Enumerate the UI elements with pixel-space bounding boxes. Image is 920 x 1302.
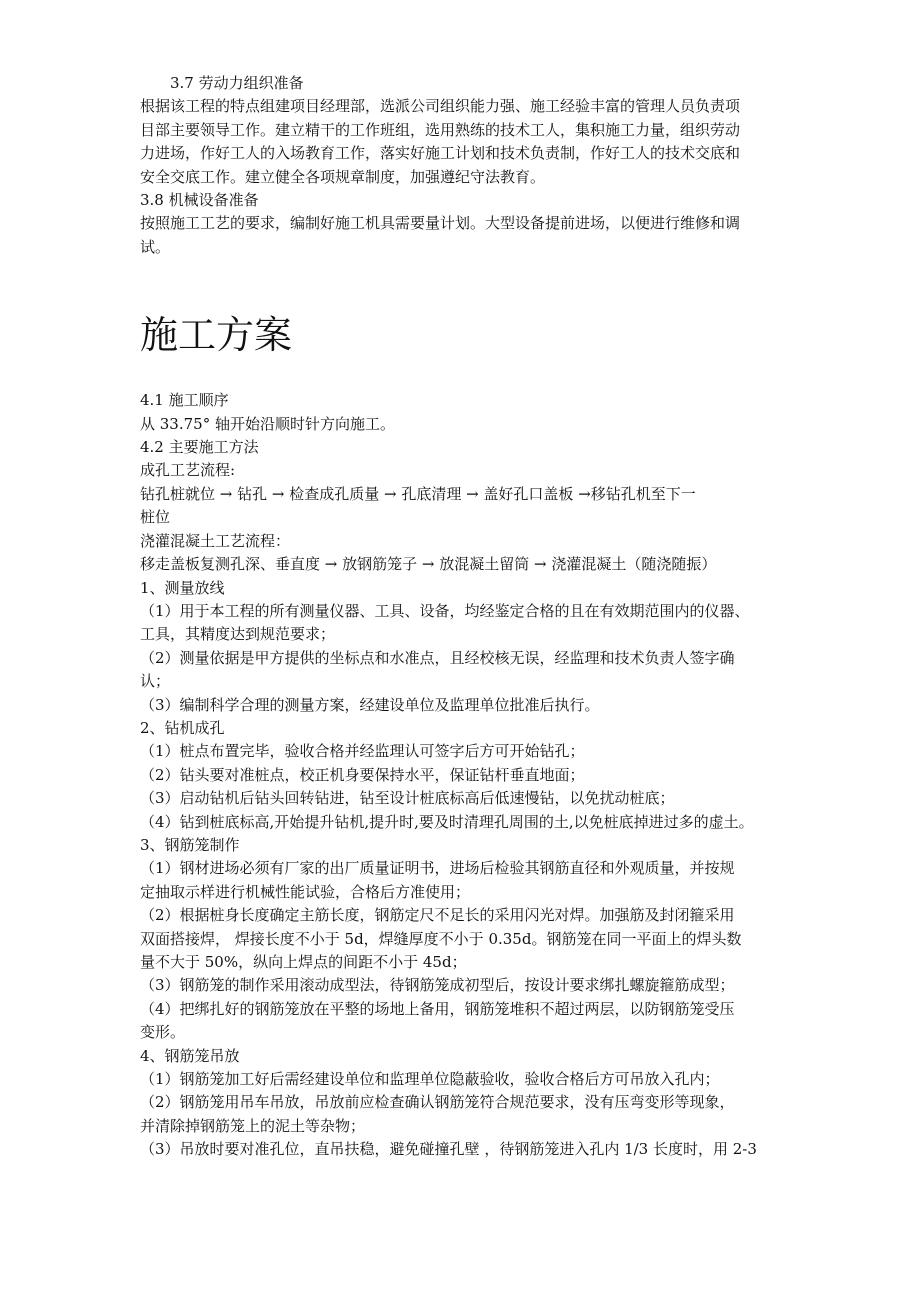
body-line: （2）测量依据是甲方提供的坐标点和水准点，且经校核无误，经监理和技术负责人签字确 <box>140 648 735 667</box>
body-line: （1）钢筋笼加工好后需经建设单位和监理单位隐蔽验收，验收合格后方可吊放入孔内； <box>140 1070 720 1089</box>
body-line: 4.2 主要施工方法 <box>140 438 259 457</box>
body-line: 从 33.75° 轴开始沿顺时针方向施工。 <box>140 414 395 433</box>
paragraph-line: 力进场，作好工人的入场教育工作，落实好施工计划和技术负责制，作好工人的技术交底和 <box>140 144 741 163</box>
body-line: 移走盖板复测孔深、垂直度 → 放钢筋笼子 → 放混凝土留筒 → 浇灌混凝土（随浇随振） <box>140 555 717 574</box>
body-line: 浇灌混凝土工艺流程： <box>140 531 291 550</box>
body-line: 认； <box>140 672 171 691</box>
heading-3-8: 3.8 机械设备准备 <box>140 191 259 210</box>
body-line: （3）吊放时要对准孔位，直吊扶稳，避免碰撞孔壁 ，待钢筋笼进入孔内 1/3 长度时，用 2-3 <box>140 1140 757 1159</box>
body-line: （2）根据桩身长度确定主筋长度，钢筋定尺不足长的采用闪光对焊。加强筋及封闭箍采用 <box>140 906 735 925</box>
body-line: （1）钢材进场必须有厂家的出厂质量证明书，进场后检验其钢筋直径和外观质量，并按规 <box>140 859 735 878</box>
body-line: 4、钢筋笼吊放 <box>140 1046 240 1065</box>
body-line: 量不大于 50%，纵向上焊点的间距不小于 45d； <box>140 953 467 971</box>
body-line: 定抽取示样进行机械性能试验，合格后方准使用； <box>140 882 471 901</box>
body-line: （1）桩点布置完毕，验收合格并经监理认可签字后方可开始钻孔； <box>140 742 585 761</box>
heading-3-7: 3.7 劳动力组织准备 <box>170 74 304 92</box>
body-line: （1）用于本工程的所有测量仪器、工具、设备，均经鉴定合格的且在有效期范围内的仪器、 <box>140 601 750 620</box>
paragraph-3-8 <box>140 212 795 259</box>
document-page <box>140 72 795 1162</box>
body-line: 桩位 <box>140 508 171 527</box>
paragraph-line: 按照施工工艺的要求，编制好施工机具需要量计划。大型设备提前进场，以便进行维修和调 <box>140 214 741 233</box>
body-line: （2）钻头要对准桩点，校正机身要保持水平，保证钻杆垂直地面； <box>140 765 585 784</box>
body-line: （4）把绑扎好的钢筋笼放在平整的场地上备用，钢筋笼堆积不超过两层，以防钢筋笼受压 <box>140 999 735 1018</box>
body-line: （3）钢筋笼的制作采用滚动成型法，待钢筋笼成初型后，按设计要求绑扎螺旋箍筋成型； <box>140 976 735 995</box>
body-line: 钻孔桩就位 → 钻孔 → 检查成孔质量 → 孔底清理 → 盖好孔口盖板 →移钻孔机至下一 <box>140 484 696 503</box>
body-line: 工具，其精度达到规范要求； <box>140 625 336 644</box>
body-line: 双面搭接焊， 焊接长度不小于 5d，焊缝厚度不小于 0.35d。钢筋笼在同一平面上的焊头数 <box>140 929 742 948</box>
body-line: 2、钻机成孔 <box>140 718 225 737</box>
body-line: 4.1 施工顺序 <box>140 391 229 410</box>
body-line: （2）钢筋笼用吊车吊放，吊放前应检查确认钢筋笼符合规范要求，没有压弯变形等现象， <box>140 1093 735 1112</box>
body-line: 1、测量放线 <box>140 578 225 597</box>
paragraph-line: 安全交底工作。建立健全各项规章制度，加强遵纪守法教育。 <box>140 167 546 186</box>
paragraph-3-7 <box>140 95 795 189</box>
body-line: 变形。 <box>140 1023 186 1042</box>
paragraph-line: 试。 <box>140 237 171 256</box>
body-line: （4）钻到桩底标高,开始提升钻机,提升时,要及时清理孔周围的土,以免桩底掉进过多的虚土。 <box>140 812 754 831</box>
section-4-body <box>140 389 795 1161</box>
body-line: （3）编制科学合理的测量方案，经建设单位及监理单位批准后执行。 <box>140 695 600 714</box>
body-line: 3、钢筋笼制作 <box>140 835 240 854</box>
body-line: （3）启动钻机后钻头回转钻进，钻至设计桩底标高后低速慢钻，以免扰动桩底； <box>140 789 675 808</box>
paragraph-line: 目部主要领导工作。建立精干的工作班组，选用熟练的技术工人，集积施工力量，组织劳动 <box>140 120 741 139</box>
body-line: 成孔工艺流程: <box>140 461 236 480</box>
section-title: 施工方案 <box>140 313 293 358</box>
body-line: 并清除掉钢筋笼上的泥土等杂物； <box>140 1116 366 1135</box>
paragraph-line: 根据该工程的特点组建项目经理部，选派公司组织能力强、施工经验丰富的管理人员负责项 <box>140 97 741 116</box>
